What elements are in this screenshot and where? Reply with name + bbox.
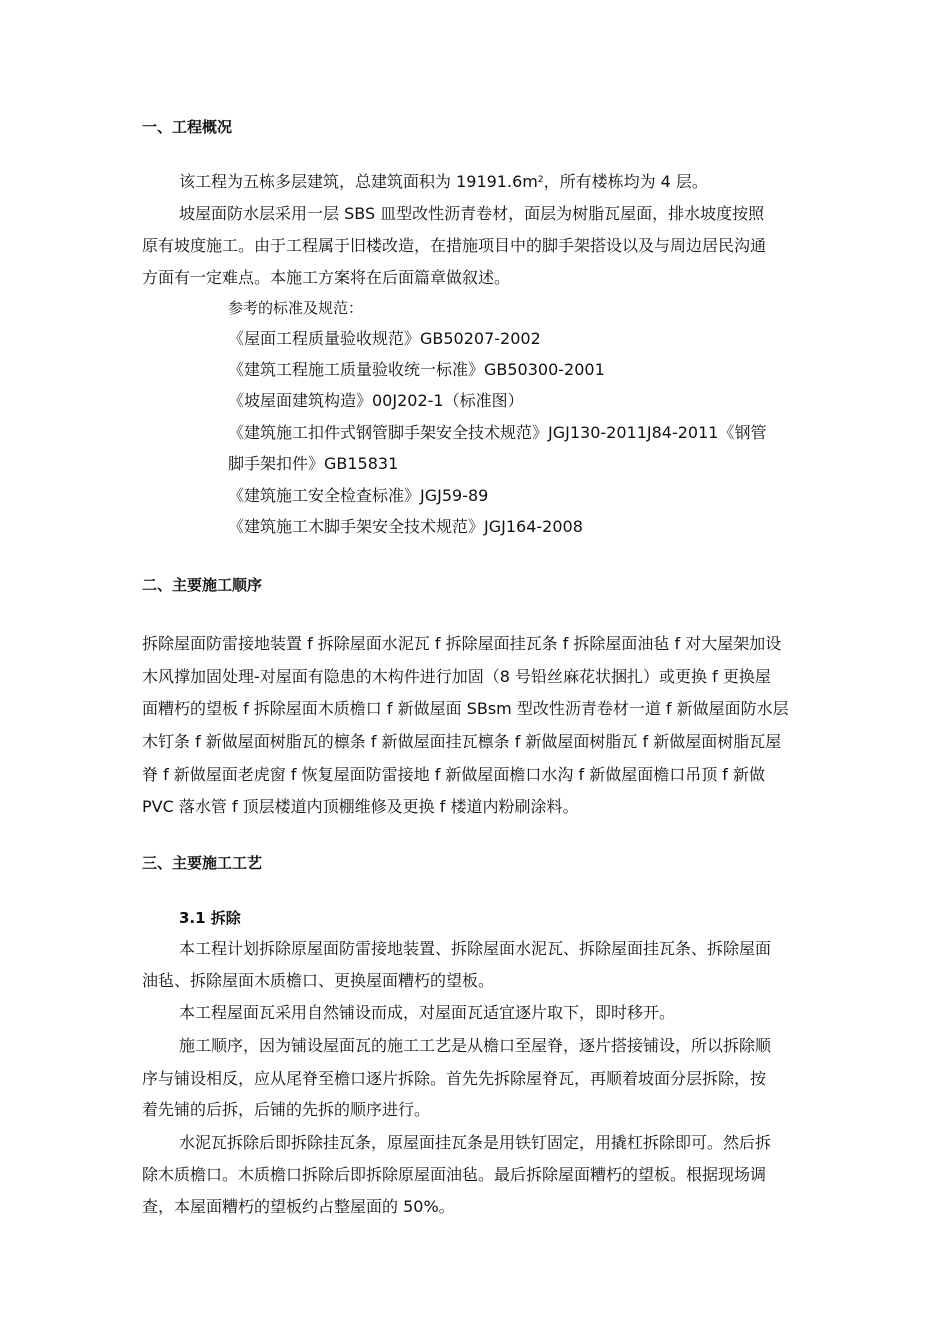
reference-item: 《建筑施工安全检查标准》JGJ59-89: [228, 486, 489, 505]
paragraph-line: 方面有一定难点。本施工方案将在后面篇章做叙述。: [142, 268, 511, 287]
paragraph-line: 坡屋面防水层采用一层 SBS 皿型改性沥青卷材，面层为树脂瓦屋面，排水坡度按照: [179, 204, 765, 223]
paragraph-area-text: 该工程为五栋多层建筑，总建筑面积为 19191.6m: [179, 172, 538, 191]
sequence-line: 木钉条 f 新做屋面树脂瓦的檩条 f 新做屋面挂瓦檩条 f 新做屋面树脂瓦 f 新做屋面树脂瓦屋: [142, 732, 782, 751]
subsection-heading-demolition: 3.1 拆除: [179, 909, 241, 927]
sequence-line: 面糟朽的望板 f 拆除屋面木质檐口 f 新做屋面 SBsm 型改性沥青卷材一道 f 新做屋面防水层: [142, 699, 789, 718]
section-heading-overview: 一、工程概况: [142, 118, 233, 136]
section-heading-process: 三、主要施工工艺: [142, 854, 263, 872]
paragraph-line: 水泥瓦拆除后即拆除挂瓦条，原屋面挂瓦条是用铁钉固定，用撬杠拆除即可。然后拆: [179, 1133, 772, 1152]
paragraph-line: 本工程计划拆除原屋面防雷接地装置、拆除屋面水泥瓦、拆除屋面挂瓦条、拆除屋面: [179, 939, 772, 958]
reference-item: 《建筑工程施工质量验收统一标准》GB50300-2001: [228, 360, 605, 379]
sequence-line: 脊 f 新做屋面老虎窗 f 恢复屋面防雷接地 f 新做屋面檐口水沟 f 新做屋面檐口吊顶 f 新做: [142, 765, 766, 784]
paragraph-line: 本工程屋面瓦采用自然铺设而成，对屋面瓦适宜逐片取下，即时移开。: [179, 1003, 676, 1022]
references-title: 参考的标准及规范：: [228, 299, 364, 317]
paragraph-line: 着先铺的后拆，后铺的先拆的顺序进行。: [142, 1100, 431, 1119]
reference-item: 《坡屋面建筑构造》00J202-1（标准图）: [228, 391, 524, 410]
reference-item: 脚手架扣件》GB15831: [228, 454, 399, 473]
reference-item: 《建筑施工木脚手架安全技术规范》JGJ164-2008: [228, 517, 583, 536]
paragraph-line: 查，本屋面糟朽的望板约占整屋面的 50%。: [142, 1197, 455, 1216]
sequence-line: 木风撑加固处理-对屋面有隐患的木构件进行加固（8 号铅丝麻花状捆扎）或更换 f 更换屋: [142, 667, 771, 686]
paragraph-line: 施工顺序，因为铺设屋面瓦的施工工艺是从檐口至屋脊，逐片搭接铺设，所以拆除顺: [179, 1036, 772, 1055]
sequence-line: PVC 落水管 f 顶层楼道内顶棚维修及更换 f 楼道内粉刷涂料。: [142, 797, 579, 816]
reference-item: 《建筑施工扣件式钢管脚手架安全技术规范》JGJ130-2011J84-2011《钢管: [228, 423, 767, 442]
sequence-line: 拆除屋面防雷接地装置 f 拆除屋面水泥瓦 f 拆除屋面挂瓦条 f 拆除屋面油毡 f 对大屋架加设: [142, 634, 782, 653]
paragraph-line: 原有坡度施工。由于工程属于旧楼改造，在措施项目中的脚手架搭设以及与周边居民沟通: [142, 236, 767, 255]
paragraph-line: 除木质檐口。木质檐口拆除后即拆除原屋面油毡。最后拆除屋面糟朽的望板。根据现场调: [142, 1165, 767, 1184]
superscript-2: 2: [537, 175, 544, 185]
paragraph-line: 序与铺设相反，应从尾脊至檐口逐片拆除。首先先拆除屋脊瓦，再顺着坡面分层拆除，按: [142, 1069, 767, 1088]
paragraph-area-text-end: ，所有楼栋均为 4 层。: [543, 172, 708, 191]
paragraph-line: 油毡、拆除屋面木质檐口、更换屋面糟朽的望板。: [142, 971, 495, 990]
paragraph-area: [179, 166, 708, 198]
reference-item: 《屋面工程质量验收规范》GB50207-2002: [228, 329, 541, 348]
section-heading-sequence: 二、主要施工顺序: [142, 576, 263, 594]
